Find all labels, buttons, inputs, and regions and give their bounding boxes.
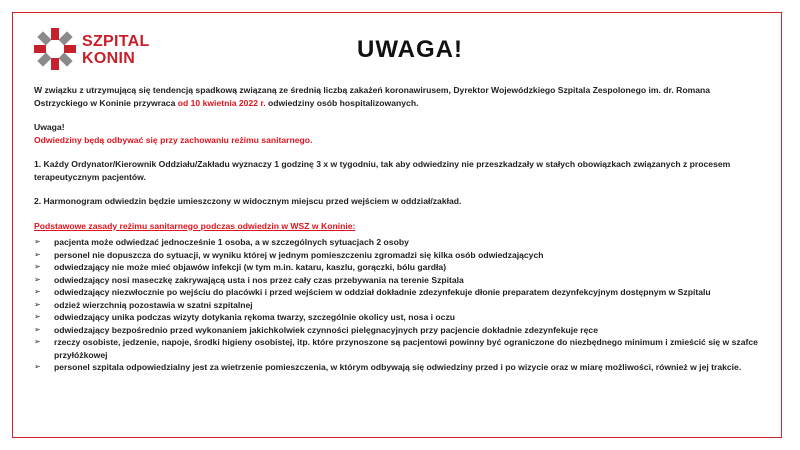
rule-text: odwiedzający bezpośrednio przed wykonaniem jakichkolwiek czynności pielęgnacyjnych przy pacjencie dokładnie zdezynfekuje ręce — [54, 324, 598, 335]
list-item — [34, 299, 764, 312]
notice-label: Uwaga! — [34, 122, 65, 132]
rule-text: odwiedzający nie może mieć objawów infekcji (w tym m.in. kataru, kaszlu, gorączki, bólu gardła) — [54, 262, 447, 272]
point-1: 1. Każdy Ordynator/Kierownik Oddziału/Zakładu wyznaczy 1 godzinę 3 x w tygodniu, tak aby odwiedziny nie przeszkadzały w stałych obowiązkach związanych z procesem terapeutycznym pacjentów. — [34, 159, 731, 182]
hospital-logo — [32, 26, 162, 74]
intro-paragraph — [34, 84, 764, 109]
list-item — [34, 249, 764, 262]
rule-text: odwiedzający unika podczas wizyty dotykania rękoma twarzy, szczególnie okolicy ust, nosa i oczu — [54, 312, 456, 322]
list-item — [34, 286, 764, 299]
rule-text: odwiedzający nosi maseczkę zakrywającą usta i nos przez cały czas przebywania na terenie Szpitala — [54, 274, 464, 285]
arrow-bullet-icon: ➢ — [34, 237, 41, 246]
logo-text-line1: SZPITAL — [82, 33, 150, 50]
logo-cross-icon — [32, 26, 78, 72]
arrow-bullet-icon: ➢ — [34, 287, 41, 296]
list-item — [34, 336, 764, 361]
notice-text: Odwiedziny będą odbywać się przy zachowaniu reżimu sanitarnego. — [34, 134, 313, 145]
page-title: UWAGA! — [357, 36, 463, 63]
point-2: 2. Harmonogram odwiedzin będzie umieszczony w widocznym miejscu przed wejściem w oddział/zakład. — [34, 196, 462, 206]
logo-text-line2: KONIN — [82, 50, 136, 67]
list-item — [34, 311, 764, 324]
intro-text-2: odwiedziny osób hospitalizowanych. — [265, 97, 419, 108]
list-item — [34, 236, 764, 249]
rule-text: odzież wierzchnią pozostawia w szatni szpitalnej — [54, 299, 253, 310]
list-item — [34, 274, 764, 287]
arrow-bullet-icon: ➢ — [34, 299, 41, 309]
arrow-bullet-icon: ➢ — [34, 262, 41, 271]
rules-list — [34, 236, 764, 374]
rule-text: odwiedzający niezwłocznie po wejściu do placówki i przed wejściem w oddział dokładnie zdezynfekuje dłonie preparatem dezynfekcyjnym dostępnym w Szpitalu — [54, 287, 711, 297]
rule-text: rzeczy osobiste, jedzenie, napoje, środki higieny osobistej, itp. które przynoszone są pacjentowi powinny być ograniczone do niezbędnego minimum i zmieścić się w szafce przyłóżkowej — [54, 337, 758, 360]
list-item — [34, 361, 764, 374]
intro-date: od 10 kwietnia 2022 r. — [177, 97, 266, 108]
rule-text: personel szpitala odpowiedzialny jest za wietrzenie pomieszczenia, w którym odbywają się odwiedziny przed i po wizycie oraz w miarę możliwości, również w jej trakcie. — [54, 362, 742, 372]
rules-heading: Podstawowe zasady reżimu sanitarnego podczas odwiedzin w WSZ w Koninie: — [34, 220, 356, 231]
notice-content — [34, 84, 764, 374]
arrow-bullet-icon: ➢ — [34, 249, 41, 259]
rule-text: personel nie dopuszcza do sytuacji, w wyniku której w jednym pomieszczeniu zgromadzi się kilka osób odwiedzających — [54, 249, 544, 260]
arrow-bullet-icon: ➢ — [34, 324, 41, 334]
intro-text-1: W związku z utrzymującą się tendencją spadkową związaną ze średnią liczbą zakażeń koronawirusem, Dyrektor Wojewódzkiego Szpitala Zespolonego im. dr. Romana Ostrzyckiego w Koninie przywraca — [34, 85, 711, 108]
arrow-bullet-icon: ➢ — [34, 337, 41, 346]
arrow-bullet-icon: ➢ — [34, 274, 41, 284]
arrow-bullet-icon: ➢ — [34, 362, 41, 371]
list-item — [34, 324, 764, 337]
rule-text: pacjenta może odwiedzać jednocześnie 1 osoba, a w szczególnych sytuacjach 2 osoby — [54, 237, 409, 247]
list-item — [34, 261, 764, 274]
arrow-bullet-icon: ➢ — [34, 312, 41, 321]
